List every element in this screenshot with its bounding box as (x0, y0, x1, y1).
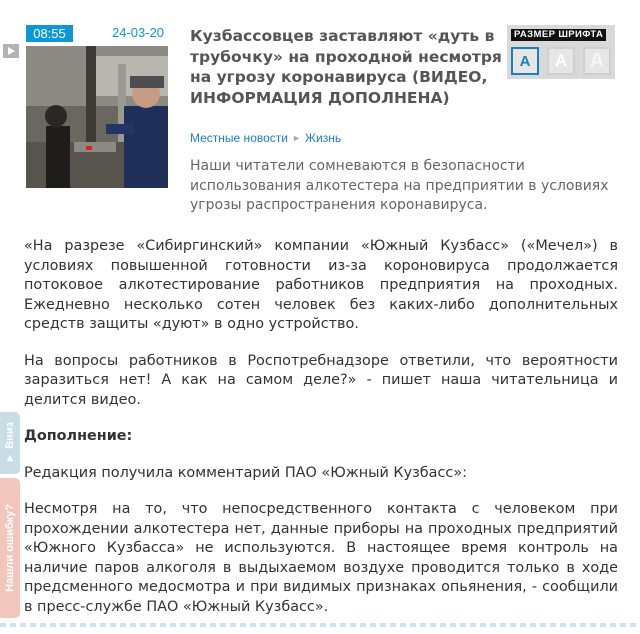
article-paragraph: «На разрезе «Сибиргинский» компании «Южный Кузбасс» («Мечел») в условиях повышенной готовности из-за короновируса продолжается потоковое алкотестирование работников предприятия на проходных. Ежедневно несколько сотен человек без каких-либо дополнительных средств защиты «дуют» в одно устройство. (24, 238, 618, 332)
play-icon[interactable] (3, 44, 19, 58)
time-badge: 08:55 (26, 25, 73, 42)
news-thumbnail[interactable] (26, 46, 168, 188)
article-paragraph: Несмотря на то, что непосредственного контакта с человеком при прохождении алкотестера нет, данные приборы на проходных предприятий «Южного Кузбасса» не используются. В настоящее время контроль на наличие паров алкоголя в выдыхаемом воздухе проводится только в ходе предсменного медосмотра и при видимых признаках опьянения, - сообщили в пресс-службе ПАО «Южный Кузбасс». (24, 501, 618, 615)
news-headline[interactable]: Кузбассовцев заставляют «дуть в трубочку» на проходной несмотря на угрозу коронавируса (ВИДЕО, ИНФОРМАЦИЯ ДОПОЛНЕНА) (190, 27, 502, 107)
thumbnail-photo (26, 46, 168, 188)
font-size-medium-button[interactable]: A (547, 47, 575, 75)
bottom-divider (0, 623, 640, 627)
report-error-tab[interactable] (0, 478, 20, 618)
scroll-down-tab[interactable] (0, 412, 20, 474)
news-lead: Наши читатели сомневаются в безопасности использования алкотестера на предприятии в условиях угрозы распространения коронавируса. (190, 158, 609, 213)
article-paragraph: На вопросы работников в Роспотребнадзоре ответили, что вероятности заразиться нет! А как на самом деле?» - пишет наша читательница и делится видео. (24, 352, 618, 408)
font-size-small-button[interactable]: A (511, 47, 539, 75)
article-paragraph: Редакция получила комментарий ПАО «Южный Кузбасс»: (24, 464, 467, 481)
breadcrumb-separator: ► (291, 133, 301, 143)
left-strip (0, 0, 24, 629)
font-size-widget (507, 25, 615, 79)
news-date: 24-03-20 (112, 25, 165, 40)
report-error-label: Нашли ошибку? (4, 504, 16, 592)
breadcrumb-item-local-news[interactable]: Местные новости (190, 131, 288, 145)
breadcrumb (190, 131, 341, 145)
breadcrumb-item-life[interactable]: Жизнь (304, 131, 342, 145)
scroll-down-label: ▼ Вниз (4, 422, 16, 464)
font-size-large-button[interactable]: A (583, 47, 611, 75)
article-body (24, 237, 618, 634)
font-size-label: РАЗМЕР ШРИФТА (511, 29, 606, 41)
article-supplement-heading: Дополнение: (24, 428, 133, 444)
